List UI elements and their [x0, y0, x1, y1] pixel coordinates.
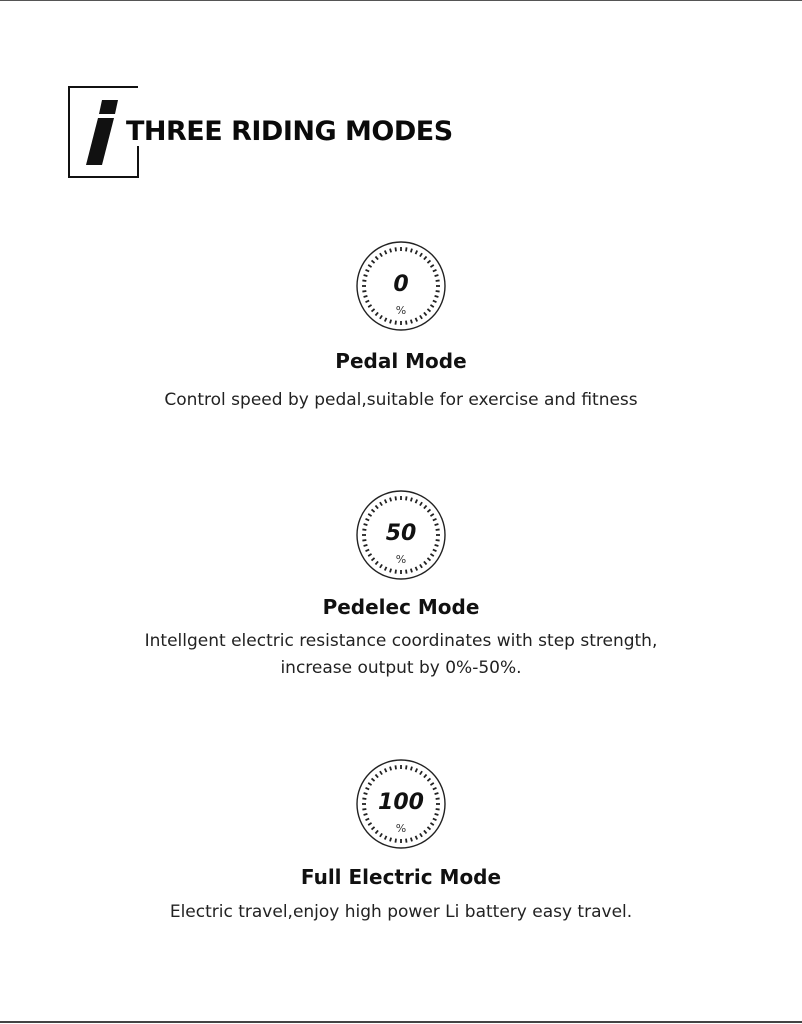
- gauge-tick: [427, 509, 430, 512]
- gauge-tick: [390, 249, 391, 253]
- gauge-tick: [436, 529, 440, 530]
- top-divider: [0, 0, 802, 1]
- gauge-tick: [406, 839, 407, 843]
- gauge-tick: [364, 524, 368, 525]
- gauge-tick: [411, 569, 412, 573]
- gauge-tick: [372, 778, 375, 781]
- gauge-tick: [372, 509, 375, 512]
- gauge-unit: %: [395, 553, 407, 566]
- gauge-tick: [420, 253, 422, 256]
- gauge-tick: [380, 315, 382, 318]
- gauge-tick: [366, 788, 370, 790]
- gauge-tick: [375, 257, 378, 260]
- gauge-tick: [424, 506, 427, 509]
- gauge-tick: [427, 309, 430, 312]
- gauge-tick: [362, 529, 366, 530]
- mode-pedal: [0, 240, 802, 414]
- gauge-tick: [385, 251, 387, 255]
- gauge-value: 50: [385, 521, 417, 546]
- mode-full-electric: [0, 758, 802, 926]
- gauge-tick: [395, 496, 396, 500]
- gauge-tick: [424, 257, 427, 260]
- gauge-tick: [375, 561, 378, 564]
- gauge-tick: [411, 767, 412, 771]
- gauge-tick: [366, 270, 370, 272]
- gauge-tick: [436, 540, 440, 541]
- gauge-tick: [435, 275, 439, 276]
- gauge-tick: [436, 798, 440, 799]
- gauge-tick: [375, 775, 378, 778]
- gauge-tick: [375, 312, 378, 315]
- gauge-tick: [380, 564, 382, 567]
- gauge-icon: [355, 240, 447, 332]
- gauge-tick: [406, 321, 407, 325]
- gauge-tick: [430, 554, 433, 556]
- gauge-tick: [406, 765, 407, 769]
- gauge-tick: [362, 280, 366, 281]
- gauge-tick: [375, 830, 378, 833]
- gauge-tick: [390, 838, 391, 842]
- gauge-tick: [416, 567, 418, 571]
- gauge-tick: [366, 550, 370, 552]
- gauge-tick: [420, 771, 422, 774]
- gauge-tick: [436, 280, 440, 281]
- gauge-tick: [406, 496, 407, 500]
- section-title: THREE RIDING MODES: [126, 116, 453, 147]
- gauge-tick: [420, 833, 422, 836]
- gauge-tick: [420, 315, 422, 318]
- gauge-tick: [372, 309, 375, 312]
- gauge-tick: [364, 296, 368, 297]
- gauge-tick: [435, 793, 439, 794]
- gauge-tick: [433, 519, 437, 521]
- gauge-tick: [436, 291, 440, 292]
- gauge-tick: [411, 249, 412, 253]
- gauge-tick: [406, 570, 407, 574]
- gauge-tick: [395, 765, 396, 769]
- gauge-tick: [385, 567, 387, 571]
- description-line: Control speed by pedal,suitable for exercise and fitness: [164, 390, 638, 410]
- gauge-tick: [424, 775, 427, 778]
- gauge-tick: [433, 819, 437, 821]
- gauge-tick: [390, 569, 391, 573]
- gauge-unit: %: [395, 822, 407, 835]
- gauge-tick: [364, 793, 368, 794]
- gauge-tick: [427, 778, 430, 781]
- gauge-tick: [395, 839, 396, 843]
- gauge-tick: [366, 301, 370, 303]
- gauge-tick: [368, 554, 371, 556]
- gauge-tick: [368, 823, 371, 825]
- gauge-tick: [385, 769, 387, 773]
- gauge-icon: [355, 489, 447, 581]
- gauge-tick: [380, 502, 382, 505]
- gauge-tick: [420, 564, 422, 567]
- gauge-tick: [380, 253, 382, 256]
- mode-pedelec: [0, 489, 802, 682]
- gauge-tick: [368, 783, 371, 785]
- gauge-value: 0: [393, 272, 409, 297]
- gauge-tick: [364, 814, 368, 815]
- gauge-tick: [433, 301, 437, 303]
- gauge-tick: [411, 320, 412, 324]
- gauge-tick: [362, 798, 366, 799]
- gauge-tick: [395, 570, 396, 574]
- gauge-tick: [375, 506, 378, 509]
- gauge-tick: [390, 767, 391, 771]
- gauge-tick: [430, 265, 433, 267]
- gauge-tick: [427, 558, 430, 561]
- mode-title: Pedelec Mode: [322, 595, 480, 619]
- description-line: increase output by 0%-50%.: [280, 658, 522, 678]
- gauge-tick: [435, 545, 439, 546]
- gauge-tick: [390, 498, 391, 502]
- gauge-tick: [416, 318, 418, 322]
- gauge-tick: [433, 550, 437, 552]
- gauge-tick: [372, 558, 375, 561]
- gauge-tick: [416, 769, 418, 773]
- gauge-tick: [364, 275, 368, 276]
- gauge-icon: [355, 758, 447, 850]
- gauge-value: 100: [378, 790, 424, 815]
- bottom-divider: [0, 1021, 802, 1023]
- gauge-tick: [380, 833, 382, 836]
- gauge-tick: [416, 500, 418, 504]
- gauge-tick: [362, 540, 366, 541]
- gauge-tick: [435, 296, 439, 297]
- mode-description: [0, 387, 802, 414]
- gauge-tick: [430, 305, 433, 307]
- gauge-tick: [430, 823, 433, 825]
- description-line: Intellgent electric resistance coordinates with step strength,: [144, 631, 658, 651]
- mode-title: Pedal Mode: [335, 349, 467, 373]
- gauge-tick: [430, 514, 433, 516]
- gauge-unit: %: [395, 304, 407, 317]
- gauge-tick: [380, 771, 382, 774]
- mode-description: [0, 899, 802, 926]
- gauge-tick: [424, 561, 427, 564]
- gauge-tick: [372, 827, 375, 830]
- gauge-tick: [430, 783, 433, 785]
- gauge-tick: [433, 788, 437, 790]
- gauge-tick: [420, 502, 422, 505]
- gauge-tick: [385, 318, 387, 322]
- gauge-tick: [368, 265, 371, 267]
- gauge-tick: [368, 305, 371, 307]
- mode-title: Full Electric Mode: [300, 865, 502, 889]
- gauge-tick: [424, 312, 427, 315]
- gauge-tick: [436, 809, 440, 810]
- gauge-tick: [435, 814, 439, 815]
- mode-description: [0, 628, 802, 682]
- gauge-tick: [427, 260, 430, 263]
- gauge-tick: [368, 514, 371, 516]
- description-line: Electric travel,enjoy high power Li battery easy travel.: [169, 902, 633, 922]
- gauge-tick: [395, 321, 396, 325]
- gauge-tick: [416, 836, 418, 840]
- gauge-tick: [385, 500, 387, 504]
- gauge-tick: [433, 270, 437, 272]
- gauge-tick: [366, 819, 370, 821]
- gauge-tick: [427, 827, 430, 830]
- gauge-tick: [366, 519, 370, 521]
- gauge-tick: [390, 320, 391, 324]
- gauge-tick: [395, 247, 396, 251]
- gauge-tick: [416, 251, 418, 255]
- gauge-tick: [435, 524, 439, 525]
- gauge-tick: [362, 809, 366, 810]
- gauge-tick: [372, 260, 375, 263]
- gauge-tick: [385, 836, 387, 840]
- gauge-tick: [362, 291, 366, 292]
- gauge-tick: [411, 838, 412, 842]
- gauge-tick: [406, 247, 407, 251]
- gauge-tick: [364, 545, 368, 546]
- gauge-tick: [411, 498, 412, 502]
- gauge-tick: [424, 830, 427, 833]
